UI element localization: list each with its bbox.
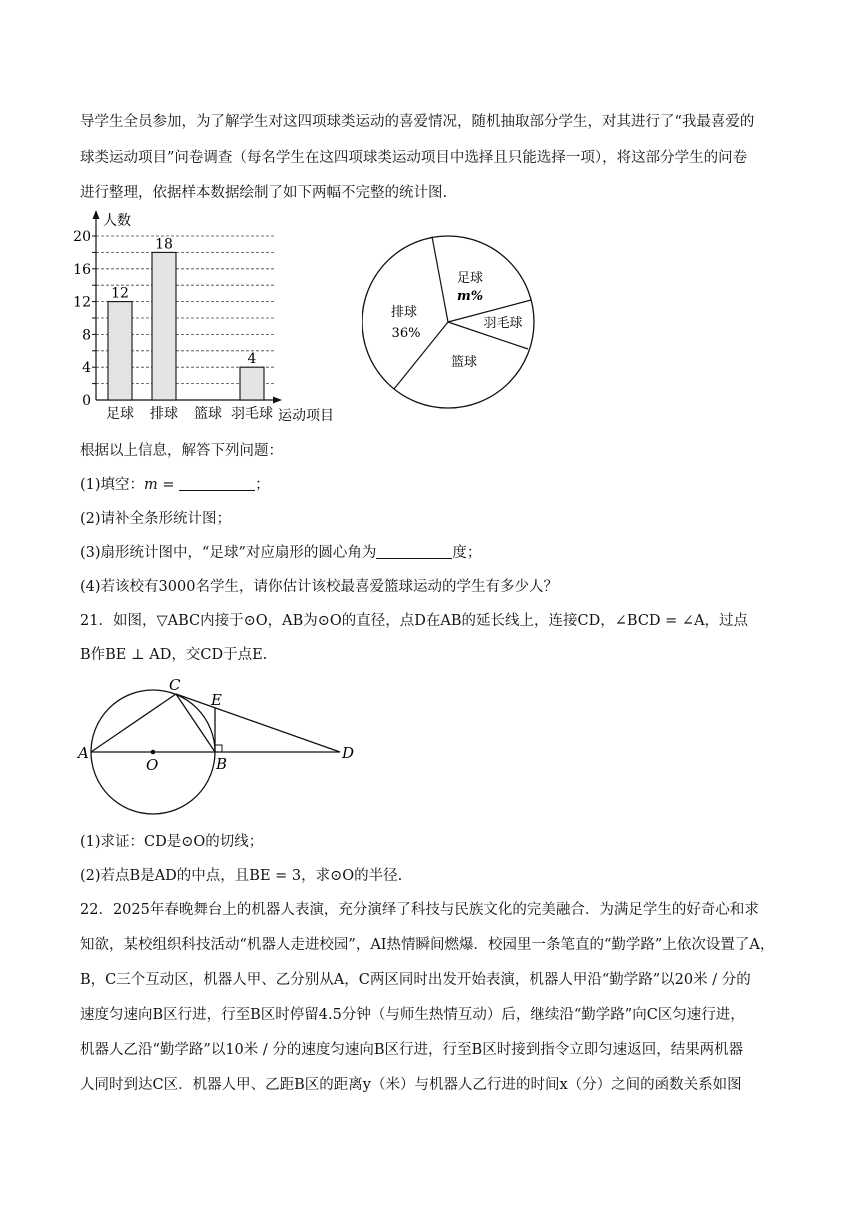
label-d: D bbox=[342, 744, 355, 762]
x-category-label: 足球 bbox=[106, 406, 134, 422]
bar-ticks bbox=[73, 229, 96, 409]
q20-part-1 bbox=[80, 473, 270, 494]
x-category-label: 羽毛球 bbox=[231, 406, 273, 422]
q20-part-4: (4)若该校有3000名学生，请你估计该校最喜爱篮球运动的学生有多少人？ bbox=[80, 579, 558, 595]
q20-part-2: (2)请补全条形统计图； bbox=[80, 511, 232, 527]
x-category-label: 篮球 bbox=[194, 406, 222, 422]
intro-line-3: 进行整理，依据样本数据绘制了如下两幅不完整的统计图. bbox=[80, 185, 448, 201]
bar-value-label: 4 bbox=[247, 351, 257, 368]
q20-p1-eq: = bbox=[157, 477, 180, 493]
q20-part-3 bbox=[80, 541, 481, 562]
y-tick-label: 16 bbox=[73, 261, 91, 278]
label-b: B bbox=[216, 755, 228, 773]
bar-categories bbox=[106, 405, 273, 422]
center-point-o bbox=[151, 750, 156, 755]
y-tick-label: 4 bbox=[82, 360, 91, 377]
y-tick-label: 12 bbox=[73, 294, 91, 311]
intro-line-1: 导学生全员参加，为了解学生对这四项球类运动的喜爱情况，随机抽取部分学生，对其进行了“我最喜爱的 bbox=[80, 114, 755, 130]
q22-line-2: 知欲，某校组织科技活动“机器人走进校园”，AI热情瞬间燃爆．校园里一条笔直的“勤学路”上依次设置了A， bbox=[80, 937, 775, 953]
y-axis-label: 人数 bbox=[103, 213, 131, 229]
x-axis-label: 运动项目 bbox=[278, 408, 334, 424]
pie-slice-name-basketball: 篮球 bbox=[450, 355, 478, 370]
y-tick-label: 8 bbox=[82, 327, 91, 344]
pie-slice-name-volleyball: 排球 bbox=[390, 305, 418, 320]
q21-line-2: B作BE ⊥ AD，交CD于点E. bbox=[80, 647, 268, 663]
q20-p1-suffix: ； bbox=[255, 477, 270, 493]
answer-blank-m[interactable] bbox=[179, 476, 255, 491]
geometry-figure bbox=[72, 672, 362, 820]
bar-0 bbox=[108, 302, 132, 400]
label-c: C bbox=[169, 676, 181, 694]
label-a: A bbox=[78, 744, 89, 762]
y-tick-label: 20 bbox=[73, 229, 91, 245]
q20-p1-prefix: (1)填空： bbox=[80, 477, 145, 493]
label-e: E bbox=[211, 691, 222, 709]
pie-chart bbox=[362, 226, 538, 416]
q20-p3-suffix: 度； bbox=[452, 545, 482, 561]
intro-line-2: 球类运动项目”问卷调查（每名学生在这四项球类运动项目中选择且只能选择一项），将这部分学生的问卷 bbox=[80, 150, 748, 166]
segment-cd bbox=[176, 694, 340, 752]
y-axis-arrow bbox=[93, 210, 100, 219]
label-o: O bbox=[146, 756, 159, 774]
q22-line-3: B，C三个互动区，机器人甲、乙分别从A，C两区同时出发开始表演，机器人甲沿“勤学路”以20米 / 分的 bbox=[80, 972, 751, 988]
q22-line-5: 机器人乙沿“勤学路”以10米 / 分的速度匀速向B区行进，行至B区时接到指令立即匀速返回，结果两机器 bbox=[80, 1042, 744, 1058]
q22-line-6: 人同时到达C区．机器人甲、乙距B区的距离y（米）与机器人乙行进的时间x（分）之间的函数关系如图 bbox=[80, 1077, 742, 1093]
q22-line-1: 22．2025年春晚舞台上的机器人表演，充分演绎了科技与民族文化的完美融合．为满足学生的好奇心和求 bbox=[80, 902, 759, 918]
pie-slice-name-badminton: 羽毛球 bbox=[483, 316, 523, 331]
q21-line-1: 21．如图，▽ABC内接于⊙O，AB为⊙O的直径，点D在AB的延长线上，连接CD，∠BCD = ∠A，过点 bbox=[80, 613, 749, 629]
q20-lead: 根据以上信息，解答下列问题： bbox=[80, 443, 283, 459]
q20-p3-prefix: (3)扇形统计图中，“足球”对应扇形的圆心角为 bbox=[80, 545, 377, 561]
pie-slice-label-volleyball: 36% bbox=[391, 326, 421, 341]
pie-slice-label-football: m% bbox=[456, 289, 484, 304]
q22-line-4: 速度匀速向B区行进，行至B区时停留4.5分钟（与师生热情互动）后，继续沿“勤学路”向C区匀速行进， bbox=[80, 1007, 745, 1023]
bar-3 bbox=[240, 367, 264, 400]
q21-part-2: (2)若点B是AD的中点，且BE = 3，求⊙O的半径. bbox=[80, 868, 403, 884]
bar-value-label: 18 bbox=[155, 236, 173, 253]
segment-ac bbox=[91, 694, 176, 752]
y-tick-label: 0 bbox=[82, 393, 91, 409]
q20-p1-var: m bbox=[144, 477, 158, 493]
answer-blank-angle[interactable] bbox=[376, 544, 452, 559]
q21-part-1: (1)求证：CD是⊙O的切线； bbox=[80, 834, 264, 850]
x-category-label: 排球 bbox=[150, 406, 178, 422]
pie-slice-name-football: 足球 bbox=[456, 271, 484, 286]
bar-chart bbox=[68, 206, 348, 430]
segment-cb bbox=[176, 694, 215, 752]
bar-value-label: 12 bbox=[111, 285, 129, 302]
x-axis-arrow bbox=[273, 397, 282, 404]
bar-1 bbox=[152, 252, 176, 400]
right-angle-mark bbox=[215, 745, 222, 752]
